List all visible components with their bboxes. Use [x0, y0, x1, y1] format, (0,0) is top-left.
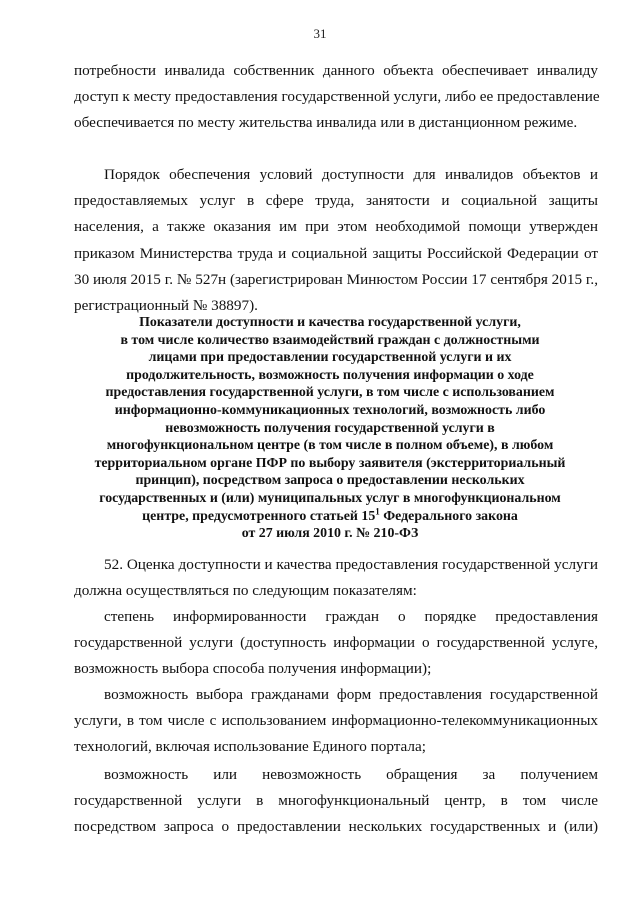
- text-line: государственной услуги (доступность информации о государственной услуге,: [74, 634, 598, 652]
- list-item-informedness: [74, 604, 598, 683]
- heading-line: информационно-коммуникационных технологий, возможность либо: [114, 402, 546, 418]
- text-line: потребности инвалида собственник данного объекта обеспечивает инвалиду: [74, 62, 598, 79]
- heading-line: государственных и (или) муниципальных услуг в многофункциональном: [99, 490, 561, 506]
- text-line: 52. Оценка доступности и качества предоставления государственной услуги: [104, 556, 598, 573]
- text-line: технологий, включая использование Единого портала;: [74, 738, 426, 756]
- text-line: возможность или невозможность обращения за получением: [104, 766, 598, 783]
- heading-text: Федерального закона: [379, 508, 518, 524]
- heading-line: принцип), посредством запроса о предоставлении нескольких: [135, 473, 525, 489]
- list-item-form-choice: [74, 682, 598, 761]
- heading-line: в том числе количество взаимодействий граждан с должностными: [120, 332, 540, 348]
- page-number: 31: [313, 26, 327, 41]
- heading-line: территориальном органе ПФР по выбору заявителя (экстерриториальный: [94, 455, 566, 471]
- text-line: степень информированности граждан о порядке предоставления: [104, 608, 598, 625]
- list-item-mfc-access: [74, 762, 598, 841]
- heading-line: предоставления государственной услуги, в том числе с использованием: [105, 385, 555, 401]
- superscript: 1: [375, 505, 380, 516]
- paragraph-continuation: [74, 58, 598, 137]
- paragraph-accessibility-order: [74, 162, 598, 319]
- text-line: государственной услуги в многофункциональный центр, в том числе: [74, 792, 598, 810]
- text-line: населения, а также оказания им при этом необходимой помощи утвержден: [74, 218, 598, 236]
- paragraph-52: [74, 552, 598, 604]
- heading-line: от 27 июля 2010 г. № 210-ФЗ: [241, 526, 419, 542]
- heading-line: многофункциональном центре (в том числе в полном объеме), в любом: [106, 438, 554, 454]
- text-line: доступ к месту предоставления государственной услуги, либо ее предоставление: [74, 88, 600, 106]
- text-line: посредством запроса о предоставлении нескольких государственных и (или): [74, 818, 598, 836]
- text-line: возможность выбора способа получения информации);: [74, 660, 432, 678]
- heading-line: лицами при предоставлении государственной услуги и их: [148, 350, 512, 366]
- text-line: должна осуществляться по следующим показателям:: [74, 582, 417, 600]
- text-line: услуги, в том числе с использованием информационно-телекоммуникационных: [74, 712, 598, 730]
- heading-line: [60, 505, 600, 526]
- text-line: 30 июля 2015 г. № 527н (зарегистрирован Минюстом России 17 сентября 2015 г.,: [74, 270, 598, 288]
- text-line: предоставляемых услуг в сфере труда, занятости и социальной защиты: [74, 192, 598, 210]
- heading-text: центре, предусмотренного статьей 15: [142, 508, 376, 524]
- heading-line: продолжительность, возможность получения информации о ходе: [126, 367, 534, 383]
- text-line: регистрационный № 38897).: [74, 296, 258, 314]
- heading-line: невозможность получения государственной услуги в: [165, 420, 495, 436]
- text-line: приказом Министерства труда и социальной защиты Российской Федерации от: [74, 244, 598, 262]
- text-line: обеспечивается по месту жительства инвалида или в дистанционном режиме.: [74, 114, 578, 132]
- text-line: Порядок обеспечения условий доступности для инвалидов объектов и: [104, 166, 598, 183]
- text-line: возможность выбора гражданами форм предоставления государственной: [104, 686, 598, 703]
- section-heading: [60, 314, 600, 543]
- heading-line: Показатели доступности и качества государственной услуги,: [139, 315, 521, 330]
